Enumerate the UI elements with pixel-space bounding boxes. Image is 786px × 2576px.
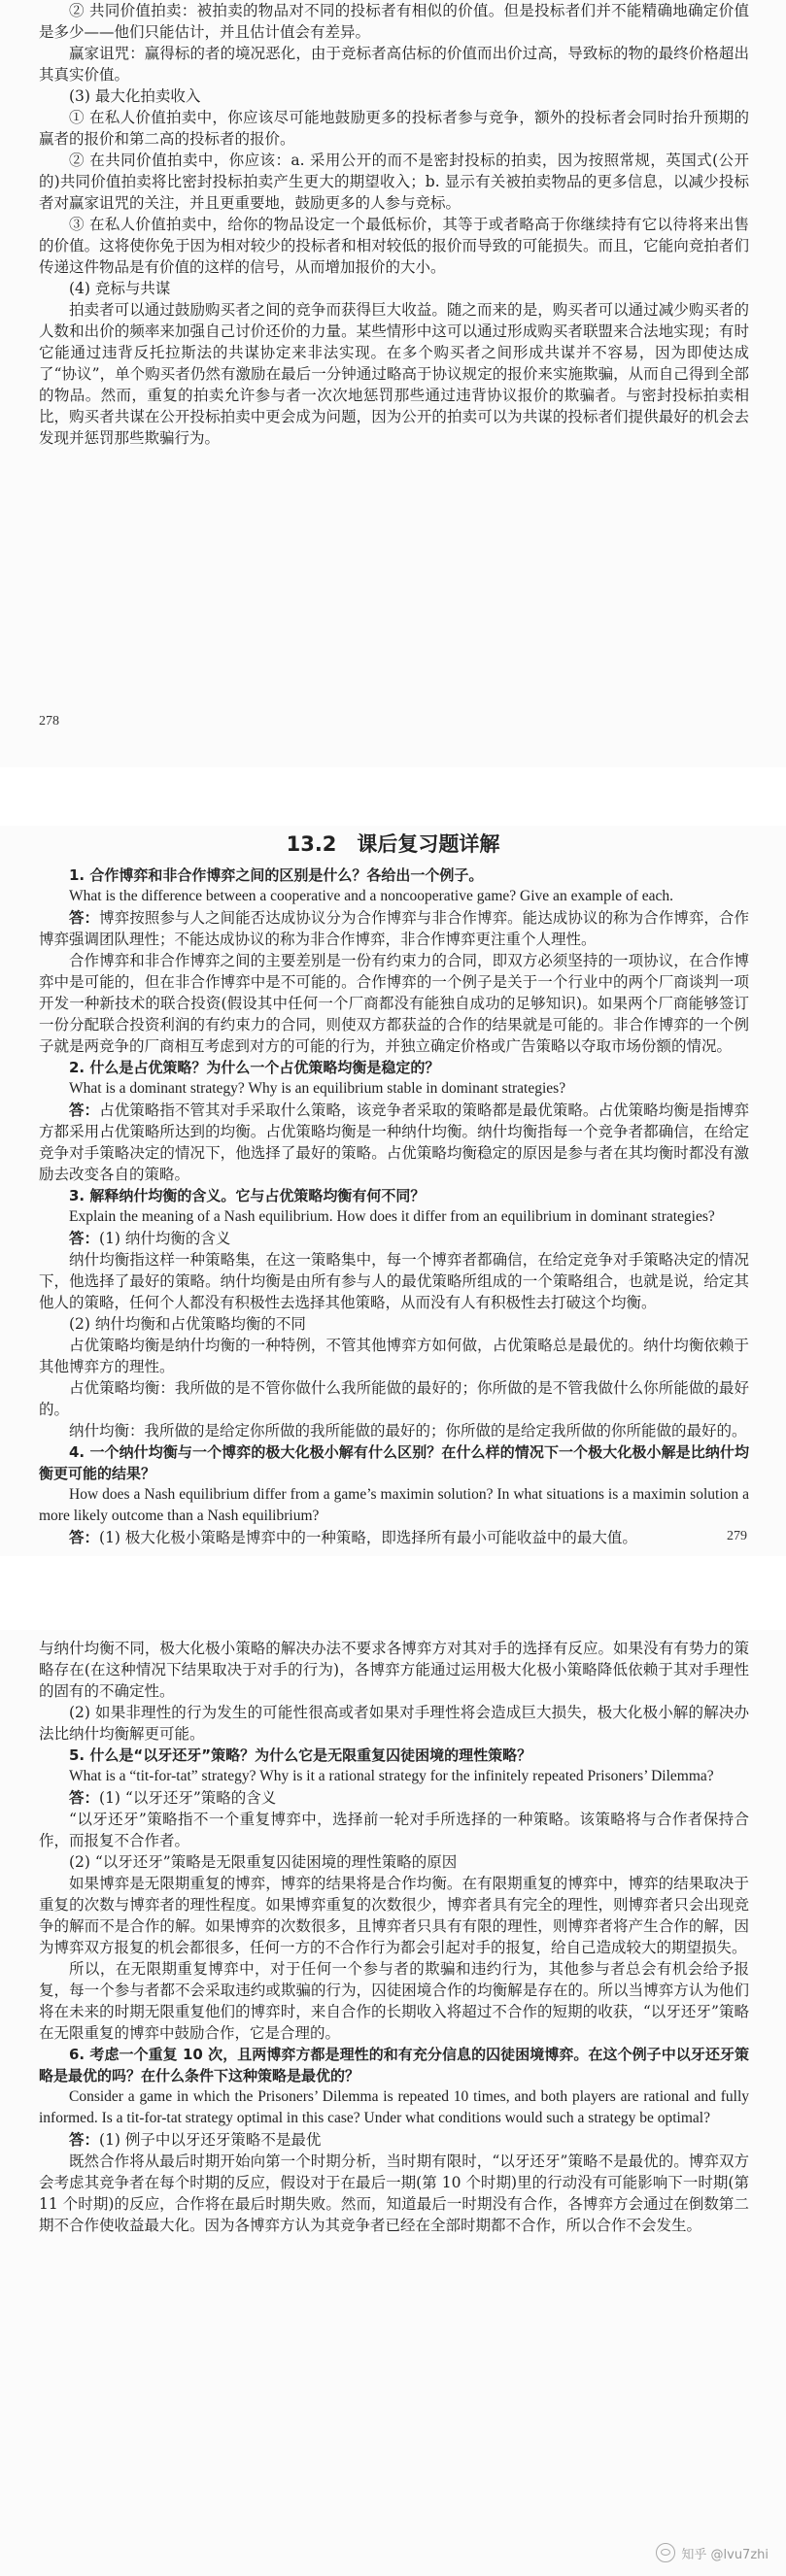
paragraph-text: 博弈按照参与人之间能否达成协议分为合作博弈与非合作博弈。能达成协议的称为合作博弈，合作博弈强调团队理性；不能达成协议的称为非合作博弈，非合作博弈更注重个人理性。 — [39, 909, 749, 948]
paragraph-13 — [39, 1377, 749, 1420]
paragraph-17 — [39, 1527, 749, 1548]
question-7 — [39, 1185, 749, 1206]
answer-label: 答： — [69, 1529, 100, 1546]
paragraph-text: 拍卖者可以通过鼓励购买者之间的竞争而获得巨大收益。随之而来的是，购买者可以通过减少购买者的人数和出价的频率来加强自己讨价还价的力量。某些情形中这可以通过形成购买者联盟来合法地实现；有时它能通过违背反托拉斯法的共谋协定来非法实现。在多个购买者之间形成共谋并不容易，因为即使达成了“协议”，单个购买者仍然有激励在最后一分钟通过略高于协议规定的报价来实施欺骗，从而自己得到全部的物品。然而，重复的拍卖允许参与者一次次地惩罚那些通过违背协议报价的欺骗者。与密封投标拍卖相比，购买者共谋在公开投标拍卖中更会成为问题，因为公开的拍卖可以为共谋的投标者们提供最好的机会去发现并惩罚那些欺骗行为。 — [39, 301, 749, 447]
paragraph-4 — [39, 1787, 749, 1809]
paragraph-8 — [39, 1958, 749, 2044]
paragraph-text: 6. 考虑一个重复 10 次，且两博弈方都是理性的和有充分信息的囚徒困境博弈。在这个例子中以牙还牙策略是最优的吗？在什么条件下这种策略是最优的？ — [39, 2046, 749, 2085]
paragraph-text: 既然合作将从最后时期开始向第一个时期分析，当时期有限时，“以牙还牙”策略不是最优的。博弈双方会考虑其竞争者在每个时期的反应，假设对于在最后一期(第 10 个时期)里的行动没有可能影响下一时期(第 11 个时期)的反应，合作将在最后时期失败。然而，知道最后一时期没有合作，各博弈方会通过在倒数第二期不合作使收益最大化。因为各博弈方认为其竞争者已经在全部时期都不合作，所以合作不会发生。 — [39, 2152, 749, 2234]
paragraph-5 — [39, 214, 749, 278]
paragraph-text: 赢家诅咒：赢得标的者的境况恶化，由于竞标者高估标的价值而出价过高，导致标的物的最终价格超出其真实价值。 — [39, 45, 749, 84]
paragraph-text: (4) 竞标与共谋 — [69, 280, 171, 297]
english-question-3 — [39, 1766, 749, 1787]
paragraph-text: 合作博弈和非合作博弈之间的主要差别是一份有约束力的合同，即双方必须坚持的一项协议，在合作博弈中是可能的，但在非合作博弈中是不可能的。合作博弈的一个例子是关于一个行业中的两个厂商谈判一项开发一种新技术的联合投资(假设其中任何一个厂商都没有能独自成功的足够知识)。如果两个厂商能够签订一份分配联合投资利润的有约束力的合同，则使双方都获益的合作的结果就是可能的。非合作博弈的一个例子就是两竞争的厂商相互考虑到对方的可能的行为，并独立确定价格或广告策略以夺取市场份额的情况。 — [39, 952, 749, 1055]
paragraph-text: “以牙还牙”策略指不一个重复博弈中，选择前一轮对手所选择的一种策略。该策略将与合作者保持合作，而报复不合作者。 — [39, 1811, 749, 1849]
watermark — [656, 2543, 769, 2562]
paragraph-text: 3. 解释纳什均衡的含义。它与占优策略均衡有何不同？ — [69, 1187, 426, 1204]
answer-label: 答： — [69, 1230, 100, 1247]
page-278-body — [0, 0, 786, 449]
paragraph-text: 如果博弈是无限期重复的博弈，博弈的结果将是合作均衡。在有限期重复的博弈中，博弈的结果取决于重复的次数与博弈者的理性程度。如果博弈重复的次数很少，博弈者具有完全的理性，则博弈者只会出现竞争的解而不是合作的解。如果博弈的次数很多，且博弈者只具有有限的理性，则博弈者将产生合作的解，因为博弈双方报复的机会都很多，任何一方的不合作行为都会引起对手的报复，给自己造成较大的期望损失。 — [39, 1875, 749, 1956]
answer-label: 答： — [69, 2131, 100, 2149]
paragraph-text: 2. 什么是占优策略？为什么一个占优策略均衡是稳定的？ — [69, 1059, 440, 1076]
english-question-16 — [39, 1484, 749, 1527]
paragraph-text: (1) 极大化极小策略是博弈中的一种策略，即选择所有最小可能收益中的最大值。 — [99, 1529, 637, 1546]
zhihu-logo-icon — [656, 2543, 675, 2562]
paragraph-text: What is the difference between a cooperative and a noncooperative game? Give an example of each. — [69, 888, 673, 904]
paragraph-text: 占优策略均衡是纳什均衡的一种特例，不管其他博弈方如何做，占优策略总是最优的。纳什均衡依赖于其他博弈方的理性。 — [39, 1337, 749, 1375]
english-question-8 — [39, 1206, 749, 1228]
paragraph-text: (1) “以牙还牙”策略的含义 — [99, 1789, 277, 1807]
paragraph-12 — [39, 1335, 749, 1377]
english-question-1 — [39, 886, 749, 907]
paragraph-1 — [39, 43, 749, 85]
paragraph-14 — [39, 1420, 749, 1441]
page-279-body — [0, 864, 786, 1548]
paragraph-text: (1) 纳什均衡的含义 — [99, 1230, 231, 1247]
paragraph-text: 与纳什均衡不同，极大化极小策略的解决办法不要求各博弈方对其对手的选择有反应。如果没有有势力的策略存在(在这种情况下结果取决于对手的行为)，各博弈方能通过运用极大化极小策略降低依赖于其对手理性的固有的不确定性。 — [39, 1640, 749, 1700]
paragraph-4 — [39, 150, 749, 214]
paragraph-text: (2) “以牙还牙”策略是无限重复囚徒困境的理性策略的原因 — [69, 1853, 458, 1871]
paragraph-text: 4. 一个纳什均衡与一个博弈的极大化极小解有什么区别？在什么样的情况下一个极大化极小解是比纳什均衡更可能的结果？ — [39, 1443, 749, 1482]
paragraph-text: ① 在私人价值拍卖中，你应该尽可能地鼓励更多的投标者参与竞争，额外的投标者会同时抬升预期的赢者的报价和第二高的投标者的报价。 — [39, 109, 749, 148]
paragraph-text: ② 在共同价值拍卖中，你应该：a. 采用公开的而不是密封投标的拍卖，因为按照常规，英国式(公开的)共同价值拍卖将比密封投标拍卖产生更大的期望收入；b. 显示有关被拍卖物品的更多信息，以减少投标者对赢家诅咒的关注，并且更重要地，鼓励更多的人参与竞标。 — [39, 152, 749, 212]
paragraph-0 — [39, 0, 749, 43]
paragraph-3 — [39, 950, 749, 1057]
paragraph-text: How does a Nash equilibrium differ from a game’s maximin solution? In what situations is a maximin solution a more likely outcome than a Nash equilibrium? — [39, 1486, 749, 1524]
paragraph-11 — [39, 1313, 749, 1335]
paragraph-2 — [39, 907, 749, 950]
paragraph-text: ③ 在私人价值拍卖中，给你的物品设定一个最低标价，其等于或者略高于你继续持有它以待将来出售的价值。这将使你免于因为相对较少的投标者和相对较低的报价而导致的可能损失。而且，它能向竞拍者们传递这件物品是有价值的这样的信号，从而增加报价的大小。 — [39, 216, 749, 276]
answer-label: 答： — [69, 1102, 100, 1119]
page-number: 278 — [39, 714, 59, 729]
watermark-text: 知乎 @lvu7zhi — [681, 2547, 769, 2562]
paragraph-3 — [39, 107, 749, 150]
paragraph-text: 纳什均衡：我所做的是给定你所做的我所能做的最好的；你所做的是给定我所做的你所能做的最好的。 — [69, 1422, 747, 1440]
page-278 — [0, 0, 786, 767]
page-279 — [0, 826, 786, 1556]
paragraph-text: (2) 如果非理性的行为发生的可能性很高或者如果对手理性将会造成巨大损失，极大化极小解的解决办法比纳什均衡解更可能。 — [39, 1704, 749, 1743]
paragraph-1 — [39, 1702, 749, 1745]
paragraph-text: 占优策略指不管其对手采取什么策略，该竞争者采取的策略都是最优策略。占优策略均衡是指博弈方都采用占优策略所达到的均衡。占优策略均衡是一种纳什均衡。纳什均衡指每一个竞争者都确信，在给定竞争对手策略决定的情况下，他选择了最好的策略。占优策略均衡稳定的原因是参与者在其均衡时都没有激励去改变各自的策略。 — [39, 1102, 749, 1183]
paragraph-6 — [39, 1851, 749, 1873]
paragraph-text: 所以，在无限期重复博弈中，对于任何一个参与者的欺骗和违约行为，其他参与者总会有机会给予报复，每一个参与者都不会采取违约或欺骗的行为，囚徒困境合作的均衡解是存在的。所以当博弈方认为他们将在未来的时期无限重复他们的博弈时，来自合作的长期收入将超过不合作的短期的收获，“以牙还牙”策略在无限重复的博弈中鼓励合作，它是合理的。 — [39, 1960, 749, 2042]
paragraph-text: 1. 合作博弈和非合作博弈之间的区别是什么？各给出一个例子。 — [69, 866, 484, 884]
paragraph-text: (1) 例子中以牙还牙策略不是最优 — [99, 2131, 322, 2149]
page-gap — [0, 1556, 786, 1630]
question-9 — [39, 2044, 749, 2086]
paragraph-text: (3) 最大化拍卖收入 — [69, 87, 201, 105]
paragraph-text: 纳什均衡指这样一种策略集，在这一策略集中，每一个博弈者都确信，在给定竞争对手策略决定的情况下，他选择了最好的策略。纳什均衡是由所有参与人的最优策略所组成的一个策略组合，也就是说，给定其他人的策略，任何个人都没有积极性去选择其他策略，从而没有人有积极性去打破这个均衡。 — [39, 1251, 749, 1311]
page-gap — [0, 767, 786, 826]
page-280 — [0, 1630, 786, 2576]
paragraph-6 — [39, 278, 749, 299]
paragraph-text: What is a dominant strategy? Why is an equilibrium stable in dominant strategies? — [69, 1080, 566, 1097]
answer-label: 答： — [69, 909, 100, 927]
paragraph-text: (2) 纳什均衡和占优策略均衡的不同 — [69, 1315, 306, 1333]
paragraph-12 — [39, 2151, 749, 2236]
paragraph-2 — [39, 85, 749, 107]
paragraph-6 — [39, 1100, 749, 1185]
paragraph-text: What is a “tit-for-tat” strategy? Why is it a rational strategy for the infinitely repeated Prisoners’ Dilemma? — [69, 1768, 714, 1784]
section-title: 13.2 课后复习题详解 — [286, 832, 500, 856]
question-15 — [39, 1441, 749, 1484]
question-0 — [39, 864, 749, 886]
paragraph-10 — [39, 1249, 749, 1313]
paragraph-text: 占优策略均衡：我所做的是不管你做什么我所能做的最好的；你所做的是不管我做什么你所能做的最好的。 — [39, 1379, 749, 1418]
paragraph-7 — [39, 299, 749, 449]
question-4 — [39, 1057, 749, 1078]
paragraph-text: Consider a game in which the Prisoners’ Dilemma is repeated 10 times, and both players are rational and fully informed. Is a tit-for-tat strategy optimal in this case? Under what conditions would such a strategy be optimal? — [39, 2088, 749, 2126]
paragraph-text: ② 共同价值拍卖：被拍卖的物品对不同的投标者有相似的价值。但是投标者们并不能精确地确定价值是多少——他们只能估计，并且估计值会有差异。 — [39, 2, 749, 41]
paragraph-7 — [39, 1873, 749, 1958]
paragraph-text: Explain the meaning of a Nash equilibrium. How does it differ from an equilibrium in dominant strategies? — [69, 1208, 715, 1225]
page-number: 279 — [727, 1529, 747, 1543]
paragraph-0 — [39, 1638, 749, 1702]
paragraph-5 — [39, 1809, 749, 1851]
question-2 — [39, 1745, 749, 1766]
answer-label: 答： — [69, 1789, 100, 1807]
paragraph-9 — [39, 1228, 749, 1249]
paragraph-text: 5. 什么是“以牙还牙”策略？为什么它是无限重复囚徒困境的理性策略？ — [69, 1746, 532, 1764]
paragraph-11 — [39, 2129, 749, 2151]
page-280-body — [0, 1630, 786, 2236]
english-question-10 — [39, 2086, 749, 2129]
english-question-5 — [39, 1078, 749, 1100]
